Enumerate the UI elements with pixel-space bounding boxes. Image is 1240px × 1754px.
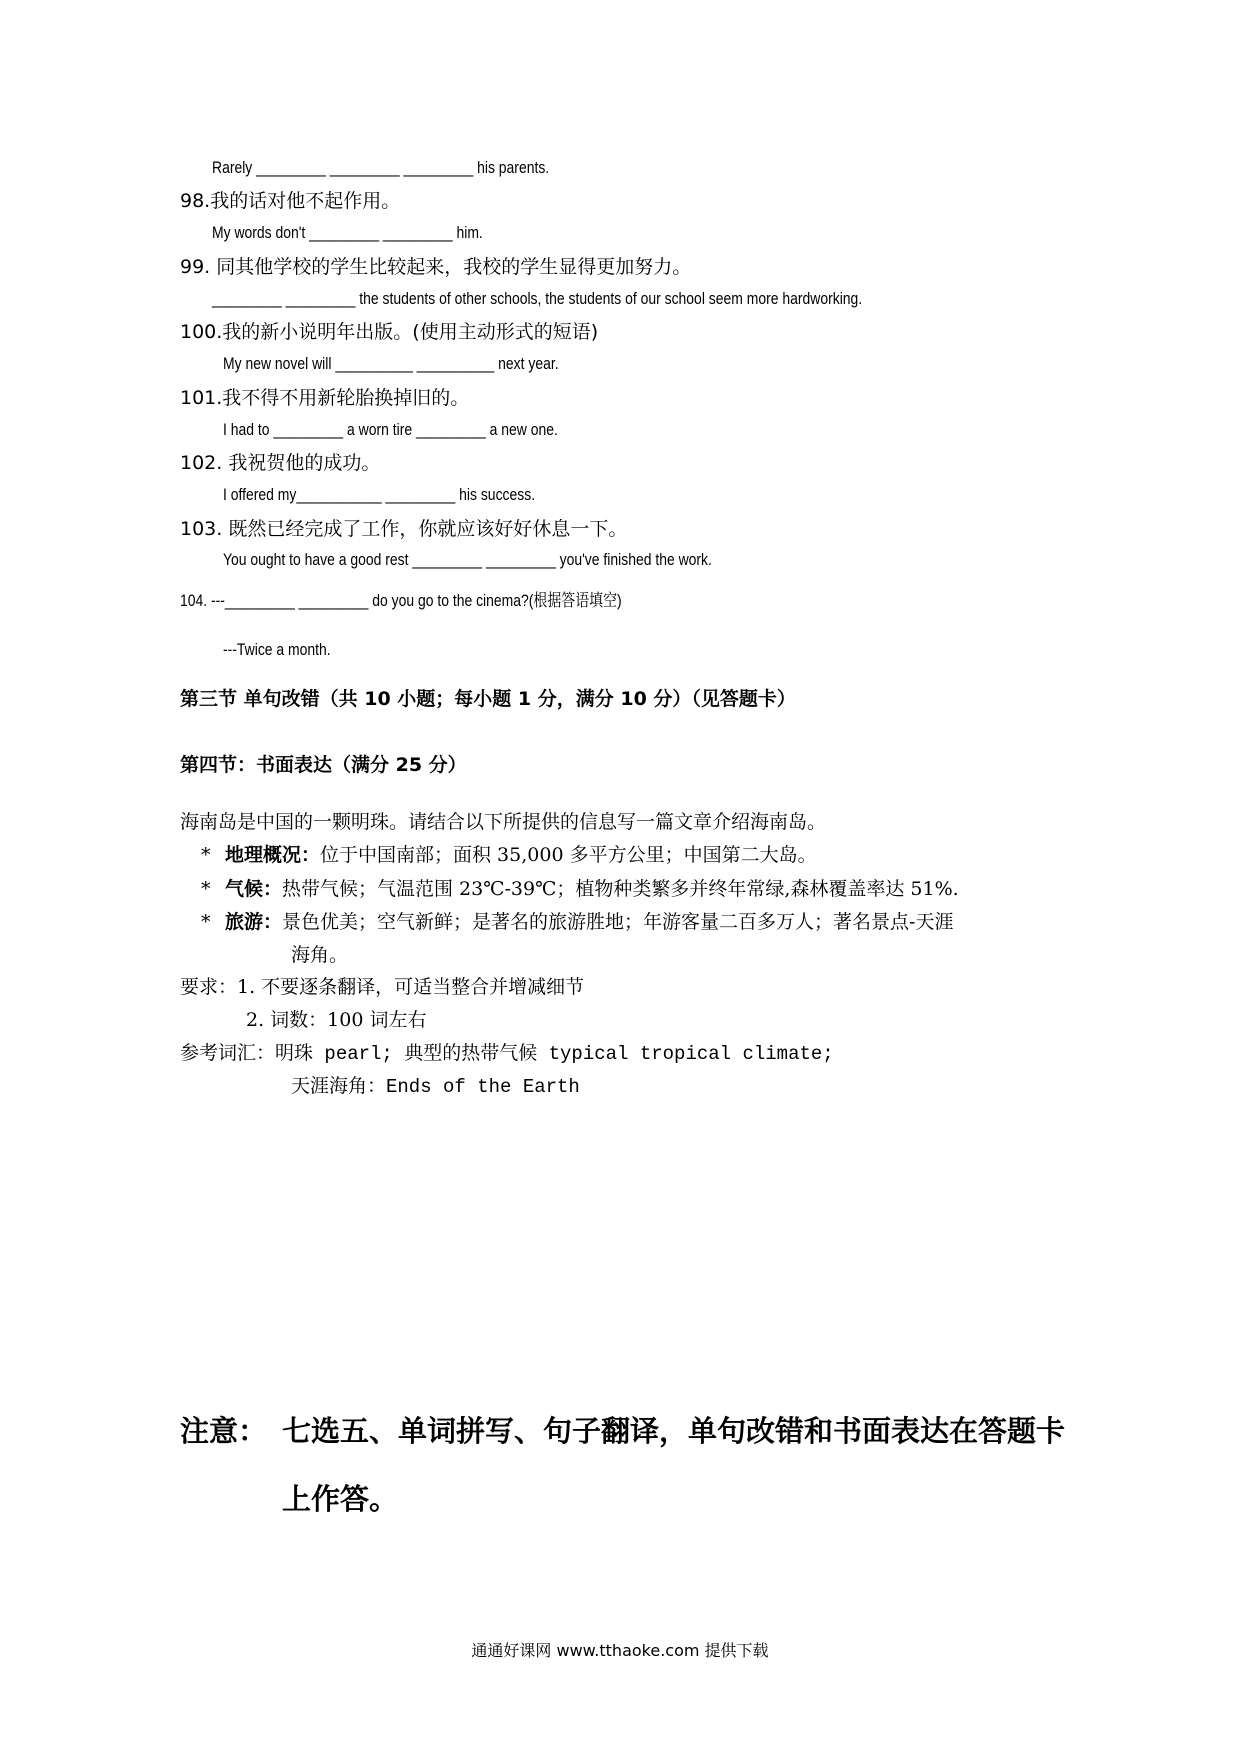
reference-text: 明珠 pearl; 典型的热带气候 typical tropical climate;	[275, 1043, 834, 1065]
bullet-marker: *	[201, 878, 211, 900]
note-text-line-1: 七选五、单词拼写、句子翻译，单句改错和书面表达在答题卡	[282, 1414, 1066, 1448]
bullet-text: 热带气候；气温范围 23℃-39℃；植物种类繁多并终年常绿,森林覆盖率达 51%.	[282, 878, 959, 900]
bullet-text: 景色优美；空气新鲜；是著名的旅游胜地；年游客量二百多万人；著名景点-天涯	[282, 911, 954, 933]
bullet-tourism	[201, 910, 953, 935]
q104-answer-line: ---Twice a month.	[223, 640, 331, 659]
q101-prompt: 101.我不得不用新轮胎换掉旧的。	[180, 387, 470, 409]
requirement-item: 1. 不要逐条翻译，可适当整合并增减细节	[237, 976, 585, 998]
q102-prompt: 102. 我祝贺他的成功。	[180, 452, 381, 474]
section3-heading: 第三节 单句改错（共 10 小题；每小题 1 分，满分 10 分）（见答题卡）	[180, 688, 796, 710]
reference-label: 参考词汇：	[180, 1043, 276, 1065]
q103-answer-line: You ought to have a good rest _________ _________ you've finished the work.	[223, 550, 712, 569]
bullet-climate	[201, 877, 959, 902]
note-text-line-2: 上作答。	[282, 1482, 399, 1516]
note-label: 注意：	[180, 1414, 268, 1448]
q98-prompt: 98.我的话对他不起作用。	[180, 190, 401, 212]
reference-vocab-line-1	[180, 1042, 834, 1067]
bullet-geography	[201, 843, 817, 868]
bullet-marker: *	[201, 844, 211, 866]
bullet-label: 气候：	[225, 878, 283, 900]
requirements-label: 要求：	[180, 976, 238, 998]
bullet-text: 位于中国南部；面积 35,000 多平方公里；中国第二大岛。	[320, 844, 817, 866]
q100-answer-line: My new novel will __________ __________ next year.	[223, 354, 559, 373]
q102-answer-line: I offered my___________ _________ his success.	[223, 485, 536, 504]
writing-prompt: 海南岛是中国的一颗明珠。请结合以下所提供的信息写一篇文章介绍海南岛。	[180, 811, 827, 833]
q103-prompt: 103. 既然已经完成了工作，你就应该好好休息一下。	[180, 518, 628, 540]
page-footer: 通通好课网 www.tthaoke.com 提供下载	[471, 1641, 769, 1660]
bullet-label: 地理概况：	[225, 844, 321, 866]
bullet-label: 旅游：	[225, 911, 283, 933]
section4-heading: 第四节：书面表达（满分 25 分）	[180, 754, 467, 776]
bullet-tourism-continuation: 海角。	[291, 944, 349, 966]
q98-answer-line: My words don't _________ _________ him.	[212, 223, 483, 242]
q104-prompt: 104. ---_________ _________ do you go to the cinema?(根据答语填空)	[180, 591, 622, 610]
q99-prompt: 99. 同其他学校的学生比较起来，我校的学生显得更加努力。	[180, 256, 692, 278]
q97-answer-line: Rarely _________ _________ _________ his parents.	[212, 158, 550, 177]
bullet-marker: *	[201, 911, 211, 933]
requirements-line-1	[180, 975, 584, 1000]
q100-prompt: 100.我的新小说明年出版。(使用主动形式的短语)	[180, 321, 599, 343]
q99-answer-line: _________ _________ the students of other schools, the students of our school seem more hardworking.	[212, 289, 863, 308]
requirement-item: 2. 词数：100 词左右	[246, 1009, 427, 1031]
q101-answer-line: I had to _________ a worn tire _________ a new one.	[223, 420, 558, 439]
reference-vocab-line-2: 天涯海角：Ends of the Earth	[291, 1076, 580, 1098]
